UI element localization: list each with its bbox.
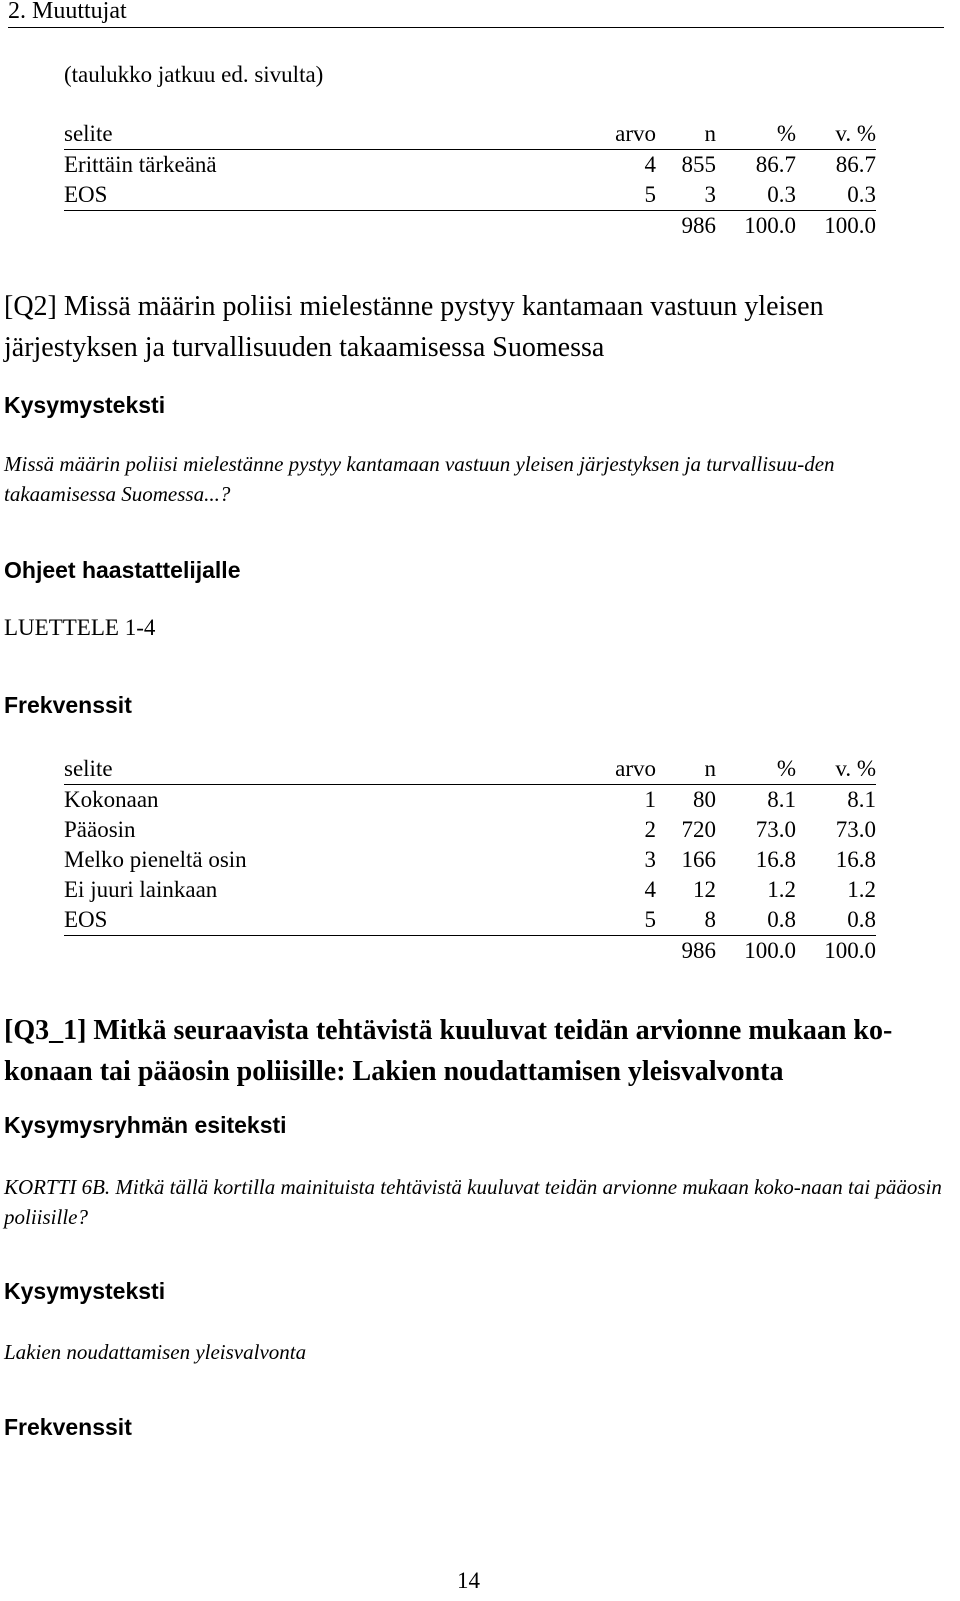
cell: Melko pieneltä osin	[64, 847, 247, 872]
col-header: %	[716, 119, 796, 150]
cell: 3	[656, 180, 716, 211]
table-row	[64, 180, 876, 211]
question-text: Lakien noudattamisen yleisvalvonta	[4, 1340, 307, 1364]
table-row	[64, 875, 876, 905]
cell: Erittäin tärkeänä	[64, 152, 217, 177]
total-cell: 100.0	[744, 938, 796, 963]
page-number: 14	[457, 1568, 480, 1593]
cell: EOS	[64, 905, 596, 936]
header-rule	[8, 27, 944, 28]
cell: 166	[681, 847, 716, 872]
col-header: v. %	[796, 119, 876, 150]
col-header: v. %	[796, 754, 876, 785]
cell: 0.3	[716, 180, 796, 211]
frequencies-heading: Frekvenssit	[4, 1414, 132, 1440]
cell: 4	[644, 152, 656, 177]
chapter-header: 2. Muuttujat	[8, 0, 127, 24]
cell: 720	[681, 817, 716, 842]
table-row	[64, 785, 876, 816]
cell: 3	[644, 847, 656, 872]
cell: 80	[693, 787, 716, 812]
table-total-row	[64, 936, 876, 967]
frequency-table-continued	[64, 119, 876, 241]
cell: 1	[644, 787, 656, 812]
col-header: arvo	[596, 754, 656, 785]
col-header: %	[716, 754, 796, 785]
question-text-heading: Kysymysteksti	[4, 392, 166, 418]
total-cell: 986	[681, 213, 716, 238]
cell: 5	[596, 180, 656, 211]
cell: 4	[644, 877, 656, 902]
instructions-heading: Ohjeet haastattelijalle	[4, 557, 241, 583]
table-header-row	[64, 754, 876, 785]
cell: Kokonaan	[64, 787, 159, 812]
cell: 73.0	[835, 817, 876, 842]
question-title: [Q2] Missä määrin poliisi mielestänne pystyy kantamaan vastuun yleisen järjestyksen ja turvallisuuden takaamisessa Suomessa	[4, 291, 824, 363]
cell: 0.3	[796, 180, 876, 211]
cell: Pääosin	[64, 817, 136, 842]
col-header: selite	[64, 119, 596, 150]
group-pretext: KORTTI 6B. Mitkä tällä kortilla mainituista tehtävistä kuuluvat teidän arvionne mukaan koko-naan tai pääosin poliisille?	[4, 1175, 942, 1229]
table-row	[64, 815, 876, 845]
cell: 73.0	[755, 817, 796, 842]
group-pretext-heading: Kysymysryhmän esiteksti	[4, 1112, 287, 1138]
table-header-row	[64, 119, 876, 150]
cell: 1.2	[767, 877, 796, 902]
cell: 8.1	[847, 787, 876, 812]
total-cell: 100.0	[744, 213, 796, 238]
cell: 8	[656, 905, 716, 936]
cell: 86.7	[755, 152, 796, 177]
frequencies-heading: Frekvenssit	[4, 692, 132, 718]
total-cell: 100.0	[824, 213, 876, 238]
continued-note: (taulukko jatkuu ed. sivulta)	[64, 62, 324, 87]
cell: 16.8	[835, 847, 876, 872]
col-header: n	[656, 119, 716, 150]
frequency-table	[64, 754, 876, 966]
cell: 1.2	[847, 877, 876, 902]
total-cell: 100.0	[824, 938, 876, 963]
cell: 86.7	[835, 152, 876, 177]
table-row	[64, 905, 876, 936]
question-title: [Q3_1] Mitkä seuraavista tehtävistä kuuluvat teidän arvionne mukaan ko-konaan tai pääosin poliisille: Lakien noudattamisen yleisvalvonta	[4, 1015, 893, 1087]
col-header: arvo	[596, 119, 656, 150]
cell: Ei juuri lainkaan	[64, 877, 218, 902]
cell: 0.8	[796, 905, 876, 936]
question-text-heading: Kysymysteksti	[4, 1278, 166, 1304]
question-text: Missä määrin poliisi mielestänne pystyy kantamaan vastuun yleisen järjestyksen ja turvallisuu-den takaamisessa Suomessa...?	[4, 452, 835, 506]
cell: 2	[644, 817, 656, 842]
cell: 855	[681, 152, 716, 177]
cell: 12	[693, 877, 716, 902]
col-header: n	[656, 754, 716, 785]
col-header: selite	[64, 754, 596, 785]
cell: 16.8	[755, 847, 796, 872]
cell: 8.1	[767, 787, 796, 812]
table-total-row	[64, 211, 876, 242]
total-cell: 986	[681, 938, 716, 963]
cell: EOS	[64, 180, 596, 211]
instructions-text: LUETTELE 1-4	[4, 615, 156, 640]
cell: 0.8	[716, 905, 796, 936]
cell: 5	[596, 905, 656, 936]
table-row	[64, 845, 876, 875]
table-row	[64, 150, 876, 181]
